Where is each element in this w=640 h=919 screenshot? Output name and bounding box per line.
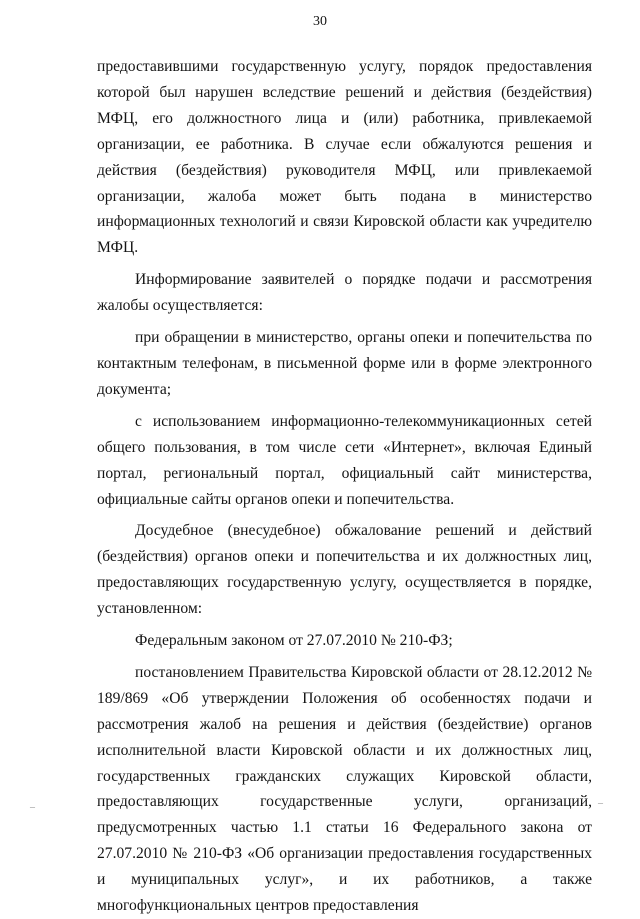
paragraph-5: Досудебное (внесудебное) обжалование решений и действий (бездействия) органов опеки и попечительства и их должностных лиц, предоставляющих государственную услугу, осуществляется в порядке, установленном: [97,522,592,618]
paragraph-4: с использованием информационно-телекоммуникационных сетей общего пользования, в том числе сети «Интернет», включая Единый портал, региональный портал, официальный сайт министерства, официальные сайты органов опеки и попечительства. [97,412,592,508]
left-margin-mark: – [30,802,35,813]
paragraph-2: Информирование заявителей о порядке подачи и рассмотрения жалобы осуществляется: [97,271,592,315]
paragraph-3: при обращении в министерство, органы опеки и попечительства по контактным телефонам, в письменной форме или в форме электронного документа; [97,329,592,398]
paragraph-7: постановлением Правительства Кировской области от 28.12.2012 № 189/869 «Об утверждении Положения об особенностях подачи и рассмотрения жалоб на решения и действия (бездействие) органов исполнительной власти Кировской области и их должностных лиц, государственных гражданских служащих Кировской области, предоставляющих государственные услуги, организаций, предусмотренных частью 1.1 статьи 16 Федерального закона от 27.07.2010 № 210-ФЗ «Об организации предоставления государственных и муниципальных услуг», и их работников, а также многофункциональных центров предоставления [97,663,592,915]
paragraph-1: предоставившими государственную услугу, порядок предоставления которой был нарушен вследствие решений и действия (бездействия) МФЦ, его должностного лица и (или) работника, привлекаемой организации, ее работника. В случае если обжалуются решения и действия (бездействия) руководителя МФЦ, или привлекаемой организации, жалоба может быть подана в министерство информационных технологий и связи Кировской области как учредителю МФЦ. [97,58,592,257]
page-number: 30 [313,14,327,29]
paragraph-6: Федеральным законом от 27.07.2010 № 210-ФЗ; [135,632,453,650]
document-body [97,54,592,919]
right-margin-mark: – [598,798,603,809]
